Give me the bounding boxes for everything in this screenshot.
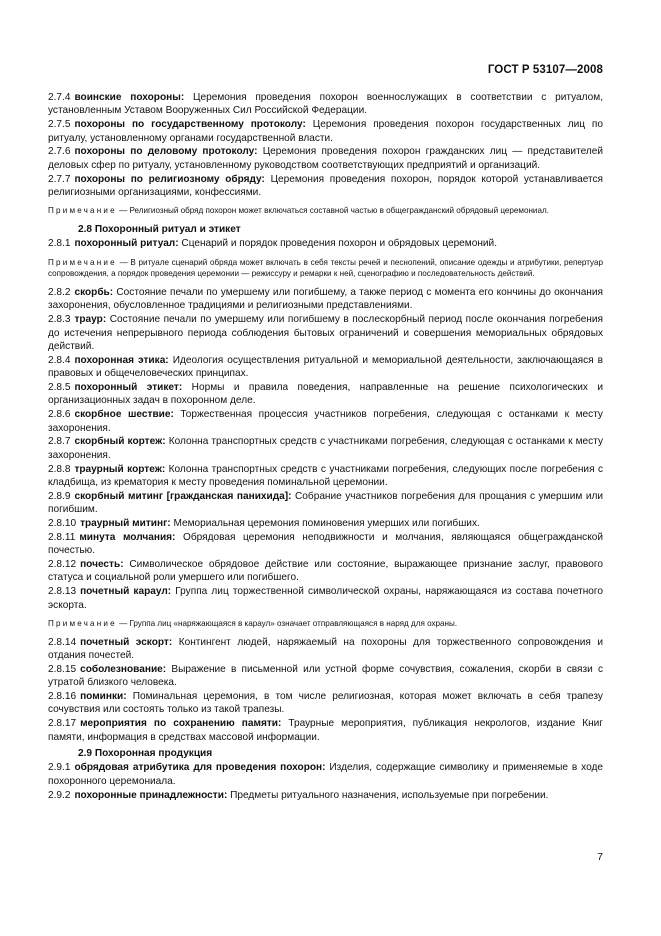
entry-definition: Изделия, содержащие символику и применяемые в ходе похоронного церемониала.: [48, 762, 603, 787]
entry-term: похороны по государственному протоколу:: [74, 119, 306, 131]
entry-number: 2.8.5: [48, 382, 71, 394]
entry-number: 2.8.9: [48, 490, 71, 502]
entry-definition: Колонна транспортных средств с участниками погребения, следующая с останками к месту захоронения.: [48, 436, 603, 461]
entry-term: почесть:: [80, 559, 124, 571]
term-entry: [48, 286, 603, 313]
entry-term: похороны по деловому протоколу:: [74, 146, 258, 158]
entry-term: похороны по религиозному обряду:: [74, 173, 265, 185]
entry-term: мероприятия по сохранению памяти:: [80, 718, 282, 730]
entry-definition: Сценарий и порядок проведения похорон и обрядовых церемоний.: [181, 238, 498, 250]
term-entry: [48, 717, 603, 744]
term-entry: [48, 490, 603, 517]
term-entry: [48, 517, 603, 530]
term-entry: [48, 789, 603, 802]
entry-number: 2.8.2: [48, 287, 71, 299]
entry-definition: Контингент людей, наряжаемый на похороны для торжественного сопровождения и отдания почестей.: [48, 636, 603, 662]
entry-definition: Состояние печали по умершему или погибшему в послескорбный период после окончания погребения до истечения непрерывного периода соблюдения бытовых ограничений и совершения мемориальных обрядовых действий.: [48, 314, 603, 353]
entry-term: скорбное шествие:: [74, 409, 174, 421]
entry-definition: Церемония проведения похорон военнослужащих в соответствии с ритуалом, установленным Уставом Вооруженных Сил Российской Федерации.: [48, 92, 604, 117]
entry-number: 2.8.11: [48, 531, 76, 543]
entry-term: скорбный кортеж:: [74, 436, 166, 448]
term-entry: [48, 237, 603, 250]
entry-number: 2.8.8: [48, 463, 71, 475]
note: [48, 618, 603, 630]
entry-definition: Предметы ритуального назначения, используемые при погребении.: [230, 789, 549, 801]
term-entry: [48, 381, 603, 408]
term-entry: [48, 145, 603, 172]
entry-term: почетный караул:: [80, 586, 172, 598]
entry-number: 2.8.12: [48, 559, 77, 571]
term-entry: [48, 118, 603, 145]
entry-number: 2.9.2: [48, 789, 71, 801]
entry-term: воинские похороны:: [74, 92, 185, 103]
entry-term: траур:: [74, 314, 107, 326]
term-entry: [48, 690, 603, 717]
term-entry: [48, 408, 603, 435]
entry-term: скорбь:: [74, 287, 114, 299]
note-text: — Религиозный обряд похорон может включаться составной частью в общегражданский обрядовый церемониал.: [119, 206, 549, 216]
term-entry: [48, 91, 603, 118]
entry-number: 2.8.1: [48, 238, 71, 250]
entry-term: похоронная этика:: [74, 354, 169, 366]
entry-number: 2.8.15: [48, 663, 77, 675]
entry-term: почетный эскорт:: [80, 636, 173, 648]
entry-definition: Торжественная процессия участников погребения, следующая с останками к месту захоронения.: [48, 409, 603, 434]
page-number: 7: [597, 851, 603, 863]
entry-term: минута молчания:: [79, 531, 176, 543]
term-entry: [48, 663, 603, 690]
entry-number: 2.7.6: [48, 146, 71, 158]
note-text: — В ритуале сценарий обряда может включать в себя тексты речей и песнопений, описание одежды и атрибутики, репертуар сопровождения, а порядок проведения церемонии — режиссуру и ремарки к ней, сценографию и последовательность действий.: [48, 257, 603, 279]
entry-definition: Идеология осуществления ритуальной и мемориальной деятельности, заключающаяся в правовых и общечеловеческих принципах.: [48, 354, 603, 380]
term-entry: [48, 531, 603, 558]
term-entry: [48, 761, 603, 788]
term-entry: [48, 173, 603, 200]
entry-number: 2.7.5: [48, 119, 71, 131]
term-entry: [48, 313, 603, 353]
note-label: Примечание: [48, 619, 117, 629]
entry-definition: Поминальная церемония, в том числе религиозная, которая может включать в себя трапезу сочувствия или состоять только из такой трапезы.: [48, 691, 603, 716]
entry-definition: Церемония проведения похорон, порядок которой устанавливается религиозными организациями, конфессиями.: [48, 173, 603, 199]
term-entry: [48, 463, 603, 490]
entry-term: похоронный ритуал:: [74, 238, 179, 250]
entry-definition: Обрядовая церемония неподвижности и молчания, являющаяся общегражданской почестью.: [48, 531, 603, 557]
entry-definition: Группа лиц торжественной символической охраны, наряжающаяся из состава почетного эскорта.: [48, 586, 603, 611]
document-body: [48, 91, 603, 802]
entry-term: соболезнование:: [80, 663, 167, 675]
entry-number: 2.8.7: [48, 436, 71, 448]
entry-term: похоронный этикет:: [74, 382, 183, 394]
entry-definition: Мемориальная церемония поминовения умерших или погибших.: [173, 518, 480, 530]
entry-definition: Церемония проведения похорон государственных лиц по ритуалу, установленному органами государственной власти.: [48, 119, 603, 144]
entry-number: 2.8.6: [48, 409, 71, 421]
section-heading: 2.8 Похоронный ритуал и этикет: [78, 224, 241, 236]
entry-term: поминки:: [80, 691, 127, 703]
entry-definition: Символическое обрядовое действие или состояние, выражающее признание заслуг, правового статуса и социальной роли умершего или погибшего.: [48, 559, 603, 584]
section-heading: 2.9 Похоронная продукция: [78, 748, 213, 760]
document-code-header: ГОСТ Р 53107—2008: [487, 64, 603, 76]
term-entry: [48, 585, 603, 612]
entry-number: 2.9.1: [48, 762, 71, 774]
entry-number: 2.8.17: [48, 718, 77, 730]
note: [48, 205, 603, 217]
term-entry: [48, 636, 603, 663]
entry-definition: Собрание участников погребения для прощания с умершим или погибшим.: [48, 490, 603, 516]
note: [48, 257, 603, 280]
entry-definition: Выражение в письменной или устной форме сочувствия, сожаления, скорби в связи с утратой близкого человека.: [48, 663, 603, 689]
entry-definition: Церемония проведения похорон гражданских лиц — представителей деловых сфер по ритуалу, установленному руководством соответствующих предприятий и организаций.: [48, 146, 603, 171]
note-label: Примечание: [48, 206, 117, 216]
entry-term: похоронные принадлежности:: [74, 789, 228, 801]
note-text: — Группа лиц «наряжающаяся в караул» означает отправляющаяся в наряд для охраны.: [119, 619, 458, 629]
entry-definition: Колонна транспортных средств с участниками погребения, следующих после погребения с кладбища, из крематория к месту проведения поминальной церемонии.: [48, 463, 603, 489]
entry-term: обрядовая атрибутика для проведения похорон:: [74, 762, 326, 774]
note-label: Примечание: [48, 257, 117, 267]
entry-term: траурный митинг:: [80, 518, 171, 530]
entry-number: 2.7.7: [48, 173, 71, 185]
entry-number: 2.8.16: [48, 691, 77, 703]
entry-number: 2.8.14: [48, 636, 77, 648]
term-entry: [48, 354, 603, 381]
entry-number: 2.8.3: [48, 314, 71, 326]
term-entry: [48, 558, 603, 585]
entry-number: 2.8.13: [48, 586, 77, 598]
entry-definition: Состояние печали по умершему или погибшему, а также период с момента его кончины до окончания захоронения, обусловленное традициями и религиозными представлениями.: [48, 287, 603, 312]
entry-term: траурный кортеж:: [74, 463, 166, 475]
term-entry: [48, 435, 603, 462]
entry-term: скорбный митинг [гражданская панихида]:: [74, 490, 292, 502]
entry-number: 2.8.4: [48, 354, 71, 366]
entry-definition: Траурные мероприятия, публикация некрологов, издание Книг памяти, информация в средствах массовой информации.: [48, 718, 603, 743]
entry-number: 2.7.4: [48, 92, 71, 103]
entry-definition: Нормы и правила поведения, направленные на решение психологических и организационных задач в похоронном деле.: [48, 382, 604, 407]
entry-number: 2.8.10: [48, 518, 77, 530]
